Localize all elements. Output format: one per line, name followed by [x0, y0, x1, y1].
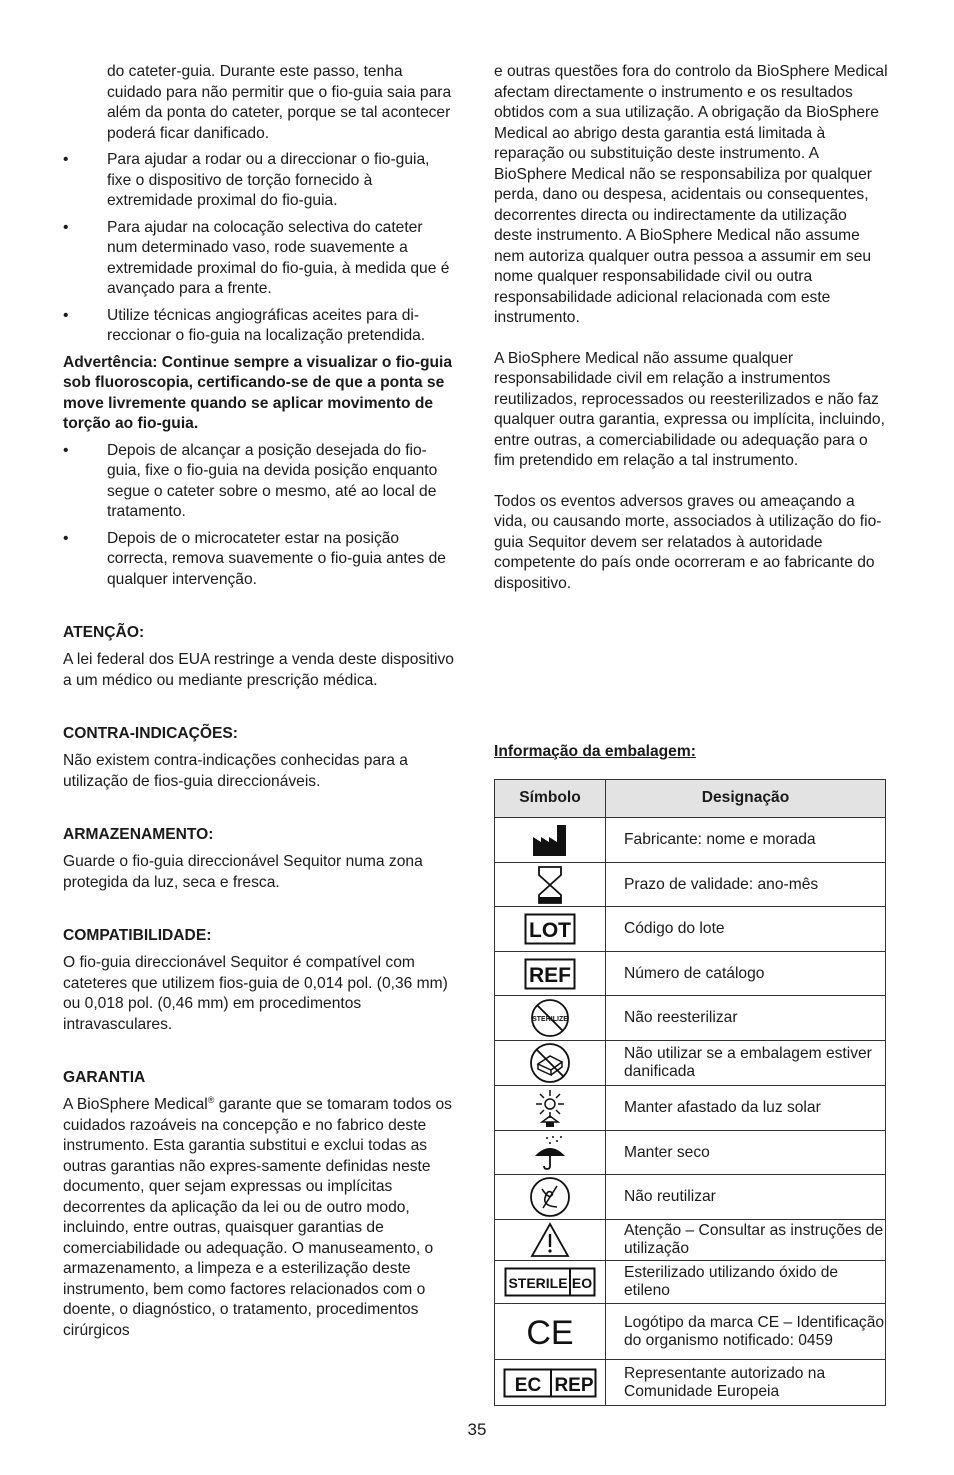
lot-icon — [495, 907, 606, 952]
warranty-text: garante que se tomaram todos os cuidados razoáveis na concepção e no fabrico deste instrumento. Esta garantia substitui e exclui todas as outras garantias não expres-samente definidas neste documento, quer sejam expressas ou implícitas decorrentes da aplicação da lei ou de outro modo, incluindo, entre outras, quaisquer garantias de comerciabilidade ou adequação. O manuseamento, o armazenamento, a limpeza e a esterilização deste instrumento, bem como factores relacionados com o doente, o diagnóstico, o tratamento, procedimentos cirúrgicos — [63, 1096, 452, 1339]
sterile-symbol-text: STERILE — [508, 1275, 568, 1291]
section-compatibility — [63, 926, 455, 1035]
do-not-reuse-icon — [495, 1175, 606, 1220]
row-label: Não utilizar se a embalagem estiver danificada — [606, 1041, 886, 1086]
ref-icon — [495, 952, 606, 996]
sterile-eo-icon — [495, 1261, 606, 1304]
damaged-package-icon — [495, 1041, 606, 1086]
left-column — [63, 62, 455, 1341]
row-label: Fabricante: nome e morada — [606, 818, 886, 863]
paragraph: A BioSphere Medical não assume qualquer responsabilidade civil em relação a instrumentos reutilizados, reprocessados ou reesterilizados e não faz qualquer outra garantia, expressa ou implícita, incluindo, entre outras, a comerciabilidade ou adequação para o fim pretendido em relação a tal instrumento. — [494, 349, 885, 469]
table-row — [495, 863, 886, 907]
section-contraindications — [63, 724, 455, 792]
list-item — [63, 306, 455, 347]
table-row — [495, 818, 886, 863]
section-heading: ATENÇÃO: — [63, 624, 145, 641]
list-item — [63, 441, 455, 523]
table-row — [495, 1175, 886, 1220]
list-item-text: Para ajudar na colocação selectiva do cateter num determinado vaso, rode suavemente a extremidade proximal do fio-guia, à medida que é avançado para a frente. — [107, 218, 450, 297]
packaging-heading: Informação da embalagem: — [494, 743, 696, 760]
row-label: Código do lote — [606, 907, 886, 952]
bullet: • — [63, 151, 69, 168]
list-item-text: Utilize técnicas angiográficas aceites para di-reccionar o fio-guia na localização pretendida. — [107, 306, 426, 344]
row-label: Manter seco — [606, 1131, 886, 1175]
manufacturer-icon — [495, 818, 606, 863]
section-heading: ARMAZENAMENTO: — [63, 826, 214, 843]
table-row — [495, 996, 886, 1041]
table-header-row — [495, 780, 886, 818]
caution-icon — [495, 1220, 606, 1261]
ce-symbol-text: CE — [526, 1313, 574, 1350]
row-label: Atenção – Consultar as instruções de utilização — [606, 1220, 886, 1261]
row-label: Manter afastado da luz solar — [606, 1086, 886, 1131]
table-row — [495, 1261, 886, 1304]
row-label: Não reutilizar — [606, 1175, 886, 1220]
section-heading: GARANTIA — [63, 1069, 146, 1086]
table-row — [495, 1131, 886, 1175]
section-text: Não existem contra-indicações conhecidas para a utilização de fios-guia direccionáveis. — [63, 752, 408, 790]
section-text: Guarde o fio-guia direccionável Sequitor numa zona protegida da luz, seca e fresca. — [63, 853, 423, 891]
list-item — [63, 150, 455, 212]
table-row — [495, 1041, 886, 1086]
bullet: • — [63, 529, 69, 547]
symbols-table — [494, 779, 886, 1406]
section-warranty — [63, 1068, 455, 1341]
list-item — [63, 529, 455, 591]
table-row — [495, 1304, 886, 1360]
section-text: A lei federal dos EUA restringe a venda deste dispositivo a um médico ou mediante prescrição médica. — [63, 651, 454, 689]
registered-mark: ® — [207, 1094, 215, 1105]
list-item-text: Depois de o microcateter estar na posição correcta, remova suavemente o fio-guia antes de qualquer intervenção. — [107, 529, 446, 588]
right-column — [494, 62, 888, 760]
warning-text: Advertência: Continue sempre a visualizar o fio-guia sob fluoroscopia, certificando-se de que a ponta se move livremente quando se aplicar movimento de torção ao fio-guia. — [63, 353, 453, 432]
bullet: • — [63, 306, 69, 324]
bullet: • — [63, 441, 69, 459]
section-attention — [63, 623, 455, 691]
column-header-symbol: Símbolo — [495, 780, 606, 818]
section-heading: COMPATIBILIDADE: — [63, 927, 212, 944]
table-row — [495, 1086, 886, 1131]
paragraph: e outras questões fora do controlo da BioSphere Medical afectam directamente o instrumento e os resultados obtidos com a sua utilização. A obrigação da BioSphere Medical ao abrigo desta garantia está limitada à reparação ou substituição deste instrumento. A BioSphere Medical não se responsabiliza por qualquer perda, dano ou despesa, acidentais ou consequentes, decorrentes directa ou indirectamente da utilização deste instrumento. A BioSphere Medical não assume nem autoriza qualquer outra pessoa a assumir em seu nome qualquer responsabilidade civil ou outra responsabilidade adicional relacionada com este instrumento. — [494, 63, 888, 326]
row-label: Esterilizado utilizando óxido de etileno — [606, 1261, 886, 1304]
expiry-hourglass-icon — [495, 863, 606, 907]
row-label: Representante autorizado na Comunidade Europeia — [606, 1360, 886, 1406]
list-item-text: Para ajudar a rodar ou a direccionar o fio-guia, fixe o dispositivo de torção fornecido à extremidade proximal do fio-guia. — [107, 151, 430, 209]
keep-from-sunlight-icon — [495, 1086, 606, 1131]
warranty-company: A BioSphere Medical — [63, 1096, 208, 1113]
list-item — [63, 218, 455, 300]
paragraph: Todos os eventos adversos graves ou ameaçando a vida, ou causando morte, associados à utilização do fio-guia Sequitor devem ser relatados à autoridade competente do país onde ocorreram e ao fabricante do dispositivo. — [494, 492, 882, 592]
ce-mark-icon — [495, 1304, 606, 1360]
table-row — [495, 907, 886, 952]
resterilize-symbol-text: STERILIZE — [532, 1016, 568, 1023]
section-storage — [63, 825, 455, 893]
row-label: Número de catálogo — [606, 952, 886, 996]
row-label: Logótipo da marca CE – Identificação do organismo notificado: 0459 — [606, 1304, 886, 1360]
section-heading: CONTRA-INDICAÇÕES: — [63, 725, 238, 742]
ec-symbol-text: EC — [514, 1374, 542, 1396]
column-header-designation: Designação — [606, 780, 886, 818]
ec-rep-icon — [495, 1360, 606, 1406]
eo-symbol-text: EO — [571, 1275, 593, 1291]
lot-symbol-text: LOT — [529, 919, 571, 942]
page-number: 35 — [467, 1420, 487, 1439]
table-row — [495, 952, 886, 996]
keep-dry-icon — [495, 1131, 606, 1175]
paragraph: do cateter-guia. Durante este passo, tenha cuidado para não permitir que o fio-guia saia para além da ponta do cateter, porque se tal acontecer poderá ficar danificado. — [107, 63, 452, 142]
ref-symbol-text: REF — [529, 963, 571, 987]
rep-symbol-text: REP — [554, 1374, 594, 1396]
section-text: O fio-guia direccionável Sequitor é compatível com cateteres que utilizem fios-guia de 0,014 pol. (0,36 mm) ou 0,018 pol. (0,46 mm) em procedimentos intravasculares. — [63, 954, 448, 1033]
bullet: • — [63, 218, 69, 236]
table-row — [495, 1220, 886, 1261]
section-text — [63, 1095, 455, 1341]
do-not-resterilize-icon — [495, 996, 606, 1041]
list-item-text: Depois de alcançar a posição desejada do fio-guia, fixe o fio-guia na devida posição enquanto segue o cateter sobre o mesmo, até ao local de tratamento. — [107, 441, 438, 520]
row-label: Prazo de validade: ano-mês — [606, 863, 886, 907]
table-row — [495, 1360, 886, 1406]
row-label: Não reesterilizar — [606, 996, 886, 1041]
